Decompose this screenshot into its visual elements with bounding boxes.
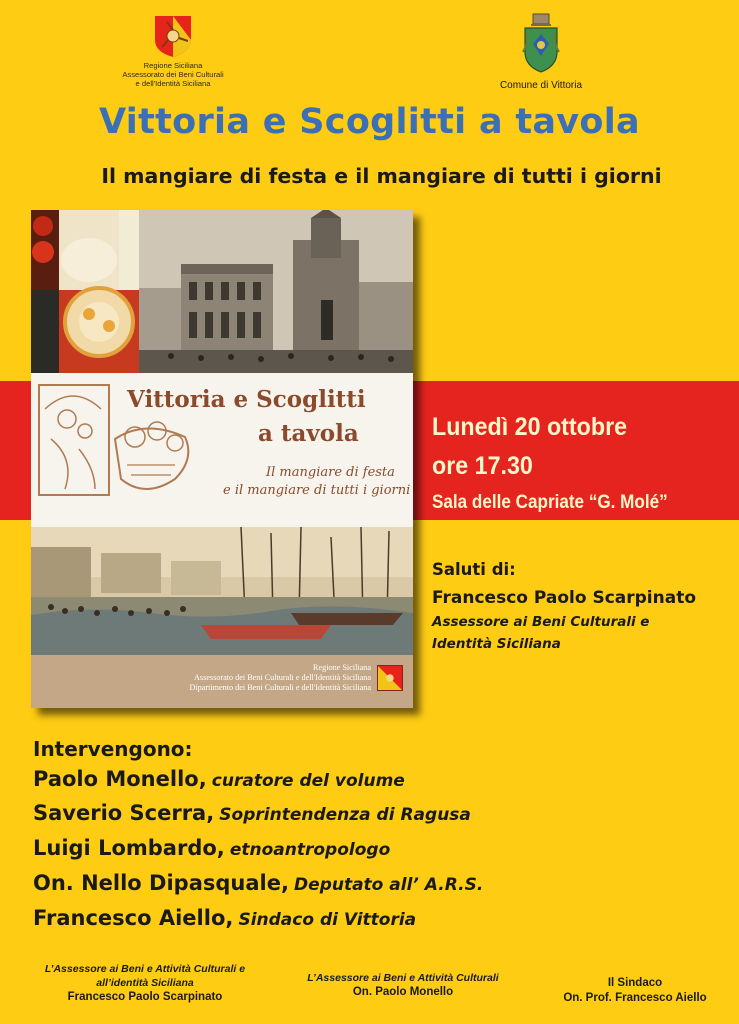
speakers-label: Intervengono: (33, 737, 193, 761)
signature-role-line: Il Sindaco (607, 977, 663, 989)
speaker-item (33, 801, 471, 825)
harbour-image (31, 527, 413, 655)
signature-block (278, 971, 528, 1000)
cover-top-image (31, 210, 413, 373)
cover-trinacria-icon (377, 665, 403, 691)
comune-label: Comune di Vittoria (499, 80, 583, 91)
cover-footer-line: Dipartimento dei Beni Culturali e dell'Identità Siciliana (189, 683, 371, 692)
region-logo (118, 14, 228, 88)
speaker-name: Luigi Lombardo, (33, 836, 225, 860)
cover-footer (31, 655, 413, 708)
trinacria-crest-icon (153, 14, 193, 58)
speaker-role: Sindaco di Vittoria (238, 910, 417, 930)
speaker-role: etnoantropologo (229, 840, 391, 860)
cover-footer-line: Assessorato dei Beni Culturali e dell'Identità Siciliana (193, 673, 371, 682)
comune-logo (476, 12, 606, 91)
cover-title-line: Vittoria e Scoglitti (127, 386, 366, 413)
event-venue: Sala delle Capriate “G. Molé” (432, 492, 668, 513)
speaker-name: Saverio Scerra, (33, 801, 215, 825)
speaker-role: Deputato all’ A.R.S. (294, 875, 484, 895)
vittoria-coat-of-arms-icon (519, 12, 563, 76)
speaker-name: Paolo Monello, (33, 767, 207, 791)
signature-name: On. Paolo Monello (352, 986, 454, 998)
signature-block (540, 976, 730, 1006)
cover-photo-collage (31, 210, 413, 373)
signature-role-line: L’Assessore ai Beni e Attività Culturali (307, 972, 499, 984)
speaker-item (33, 906, 416, 930)
speaker-item (33, 767, 405, 791)
cover-harbour-photo (31, 527, 413, 655)
cover-footer-line: Regione Siciliana (313, 663, 371, 672)
region-logo-line: Assessorato dei Beni Culturali (122, 70, 224, 79)
event-subtitle: Il mangiare di festa e il mangiare di tutti i giorni (101, 164, 662, 188)
speaker-name: On. Nello Dipasquale, (33, 871, 289, 895)
speaker-item (33, 836, 390, 860)
speaker-role: curatore del volume (211, 771, 405, 791)
speaker-name: Francesco Aiello, (33, 906, 234, 930)
signature-name: Francesco Paolo Scarpinato (67, 991, 223, 1003)
region-logo-line: e dell'Identità Siciliana (135, 79, 211, 88)
signature-block (20, 962, 270, 1005)
book-cover (31, 210, 413, 708)
event-time: ore 17.30 (432, 452, 533, 480)
signature-role-line: L’Assessore ai Beni e Attività Culturali e (44, 963, 246, 975)
greetings-role-line: Assessore ai Beni Culturali e (432, 614, 650, 630)
speaker-role: Soprintendenza di Ragusa (219, 805, 471, 825)
cover-title-line: a tavola (258, 420, 359, 447)
event-title: Vittoria e Scoglitti a tavola (99, 102, 640, 142)
speaker-item (33, 871, 483, 895)
region-logo-line: Regione Siciliana (143, 61, 203, 70)
greetings-name: Francesco Paolo Scarpinato (432, 588, 697, 608)
signature-name: On. Prof. Francesco Aiello (563, 992, 707, 1004)
cover-subtitle-line: e il mangiare di tutti i giorni (223, 483, 411, 498)
event-date: Lunedì 20 ottobre (432, 413, 628, 441)
signature-role-line: all’identità Siciliana (96, 977, 194, 989)
cover-subtitle-line: Il mangiare di festa (266, 465, 395, 480)
greetings-role-line: Identità Siciliana (432, 636, 561, 652)
greetings-label: Saluti di: (432, 560, 516, 579)
